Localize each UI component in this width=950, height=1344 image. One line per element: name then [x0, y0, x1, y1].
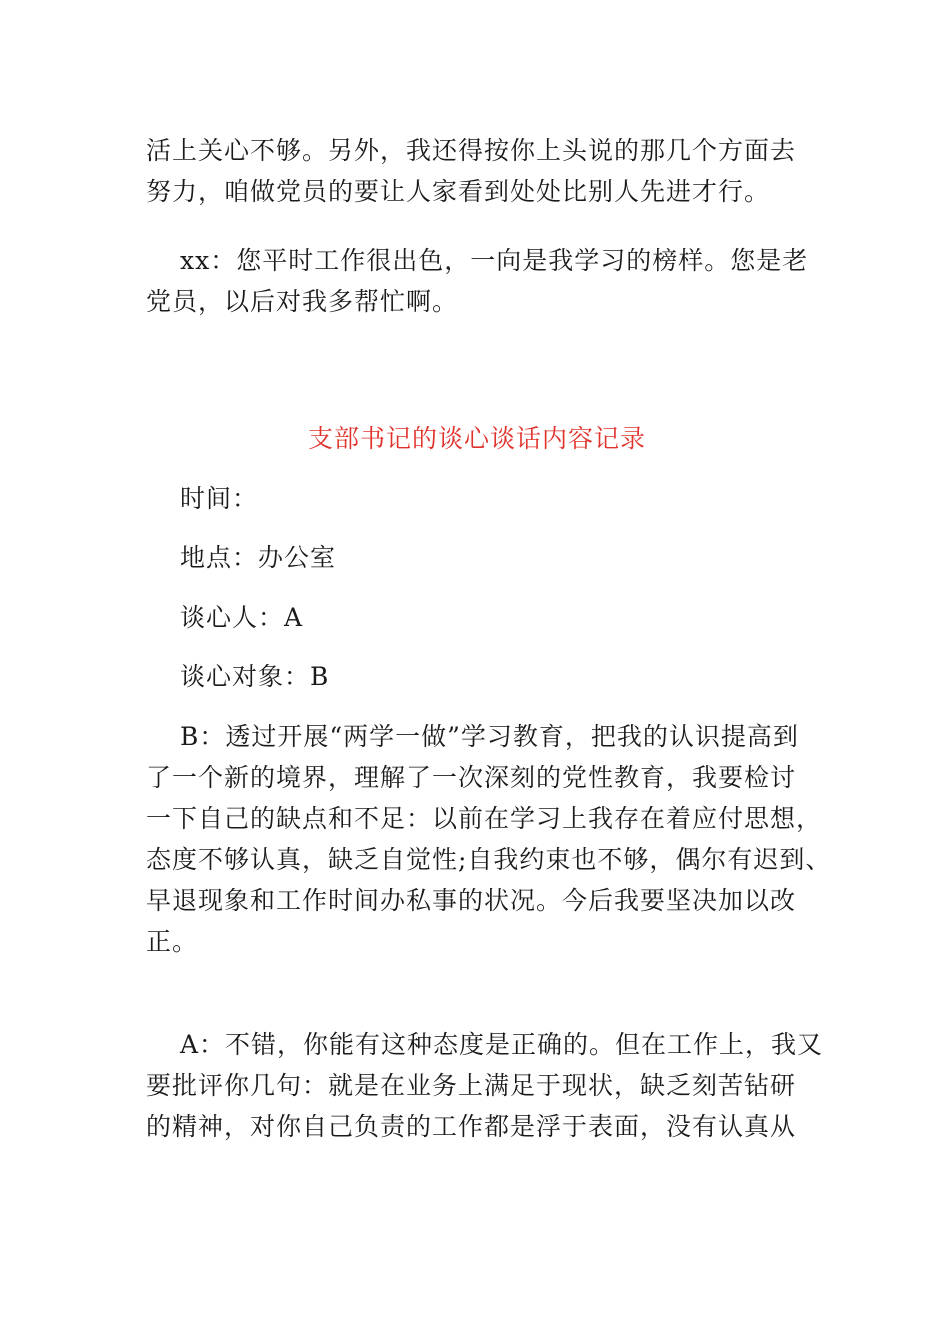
field-speaker: 谈心人：A — [180, 603, 304, 632]
field-time: 时间： — [180, 484, 259, 513]
paragraph-b — [146, 716, 832, 962]
text-line: 态度不够认真，缺乏自觉性;自我约束也不够，偶尔有迟到、 — [146, 845, 832, 874]
text-line: 的精神，对你自己负责的工作都是浮于表面，没有认真从 — [146, 1112, 797, 1141]
text-line: xx：您平时工作很出色，一向是我学习的榜样。您是老 — [180, 246, 809, 275]
text-line: 要批评你几句：就是在业务上满足于现状，缺乏刻苦钻研 — [146, 1071, 797, 1100]
paragraph-xx — [146, 240, 808, 322]
field-place: 地点：办公室 — [180, 543, 337, 572]
text-line: 活上关心不够。另外，我还得按你上头说的那几个方面去 — [146, 136, 797, 165]
field-target: 谈心对象：B — [180, 662, 330, 691]
text-line: 党员，以后对我多帮忙啊。 — [146, 287, 459, 316]
text-line: 正。 — [146, 927, 199, 956]
text-line: 了一个新的境界，理解了一次深刻的党性教育，我要检讨 — [146, 763, 797, 792]
text-line: 早退现象和工作时间办私事的状况。今后我要坚决加以改 — [146, 886, 797, 915]
text-line: B：透过开展“两学一做”学习教育，把我的认识提高到 — [180, 722, 799, 751]
text-line: 努力，咱做党员的要让人家看到处处比别人先进才行。 — [146, 177, 771, 206]
paragraph-continuation — [146, 130, 808, 212]
section-title: 支部书记的谈心谈话内容记录 — [307, 424, 646, 453]
paragraph-a — [146, 1024, 824, 1147]
text-line: A：不错，你能有这种态度是正确的。但在工作上，我又 — [180, 1030, 824, 1059]
text-line: 一下自己的缺点和不足：以前在学习上我存在着应付思想， — [146, 804, 823, 833]
